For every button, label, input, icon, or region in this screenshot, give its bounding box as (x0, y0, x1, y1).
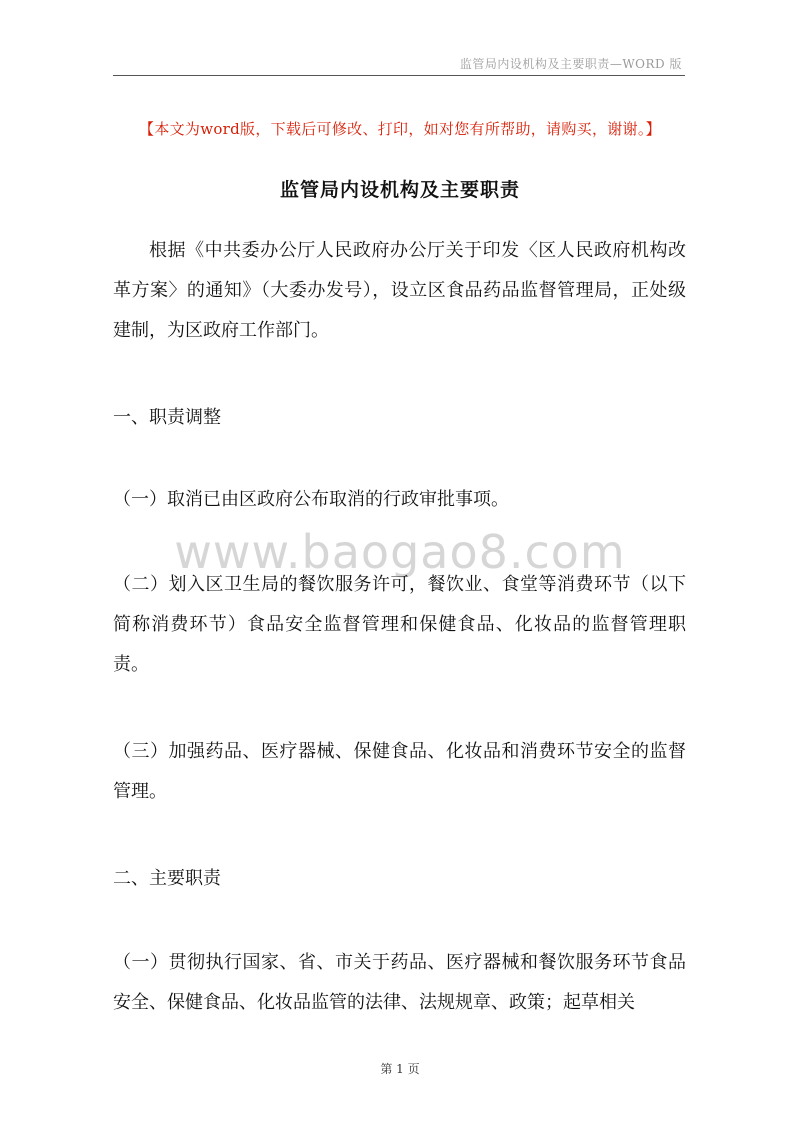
list-item-1-1: （一）取消已由区政府公布取消的行政审批事项。 (113, 489, 509, 510)
watermark-text: www.baogao8.com (174, 525, 626, 579)
list-item-2-1: （一）贯彻执行国家、省、市关于药品、医疗器械和餐饮服务环节食品安全、保健食品、化妆品监管的法律、法规规章、政策；起草相关 (113, 952, 686, 1013)
section-heading-1: 一、职责调整 (113, 407, 221, 428)
document-title: 监管局内设机构及主要职责 (279, 179, 520, 201)
list-item-1-3: （三）加强药品、医疗器械、保健食品、化妆品和消费环节安全的监督管理。 (113, 741, 686, 802)
header-rule (113, 75, 685, 76)
intro-paragraph: 根据《中共委办公厅人民政府办公厅关于印发〈区人民政府机构改革方案〉的通知》（大委办发号），设立区食品药品监督管理局，正处级建制，为区政府工作部门。 (113, 240, 686, 341)
purchase-notice: 【本文为word版，下载后可修改、打印，如对您有所帮助，请购买，谢谢。】 (139, 120, 661, 138)
section-heading-2: 二、主要职责 (113, 868, 221, 889)
page-number: 第 1 页 (380, 1062, 420, 1076)
header-running-title: 监管局内设机构及主要职责—WORD 版 (459, 57, 682, 71)
list-item-1-2: （二）划入区卫生局的餐饮服务许可，餐饮业、食堂等消费环节（以下简称消费环节）食品安全监督管理和保健食品、化妆品的监督管理职责。 (113, 574, 686, 675)
